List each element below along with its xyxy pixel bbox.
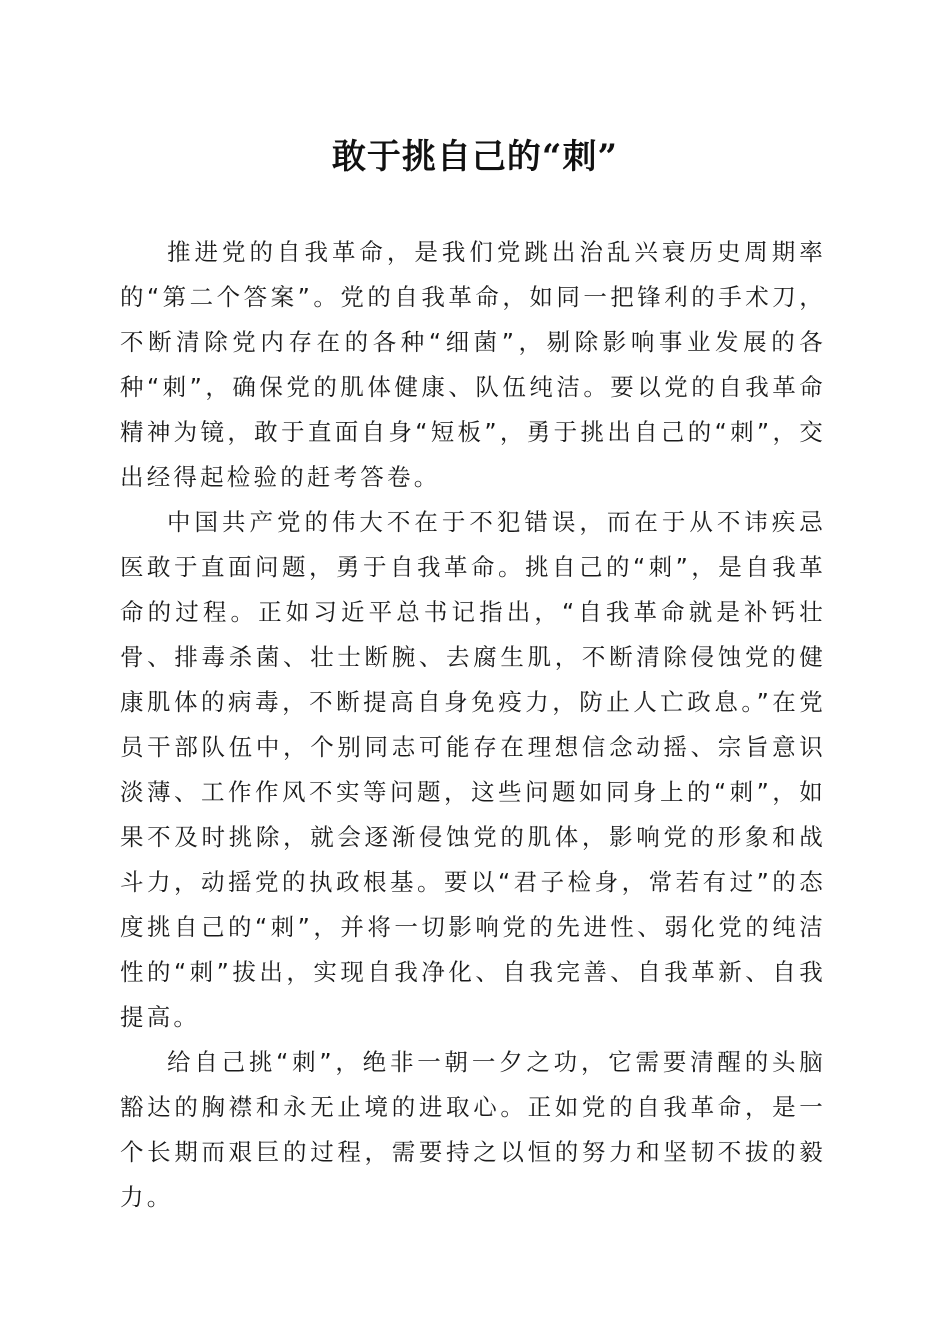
document-body [120,230,826,1220]
document-title: 敢于挑自己的“刺” [331,137,619,177]
paragraph-2: 中国共产党的伟大不在于不犯错误，而在于从不讳疾忌医敢于直面问题，勇于自我革命。挑自己的“刺”，是自我革命的过程。正如习近平总书记指出，“自我革命就是补钙壮骨、排毒杀菌、壮士断腕、去腐生肌，不断清除侵蚀党的健康肌体的病毒，不断提高自身免疫力，防止人亡政息。”在党员干部队伍中，个别同志可能存在理想信念动摇、宗旨意识淡薄、工作作风不实等问题，这些问题如同身上的“刺”，如果不及时挑除，就会逐渐侵蚀党的肌体，影响党的形象和战斗力，动摇党的执政根基。要以“君子检身，常若有过”的态度挑自己的“刺”，并将一切影响党的先进性、弱化党的纯洁性的“刺”拔出，实现自我净化、自我完善、自我革新、自我提高。 [120,508,826,1031]
paragraph-1: 推进党的自我革命，是我们党跳出治乱兴衰历史周期率的“第二个答案”。党的自我革命，如同一把锋利的手术刀，不断清除党内存在的各种“细菌”，剔除影响事业发展的各种“刺”，确保党的肌体健康、队伍纯洁。要以党的自我革命精神为镜，敢于直面自身“短板”，勇于挑出自己的“刺”，交出经得起检验的赶考答卷。 [120,238,826,491]
paragraph-3: 给自己挑“刺”，绝非一朝一夕之功，它需要清醒的头脑豁达的胸襟和永无止境的进取心。正如党的自我革命，是一个长期而艰巨的过程，需要持之以恒的努力和坚韧不拔的毅力。 [120,1048,826,1211]
